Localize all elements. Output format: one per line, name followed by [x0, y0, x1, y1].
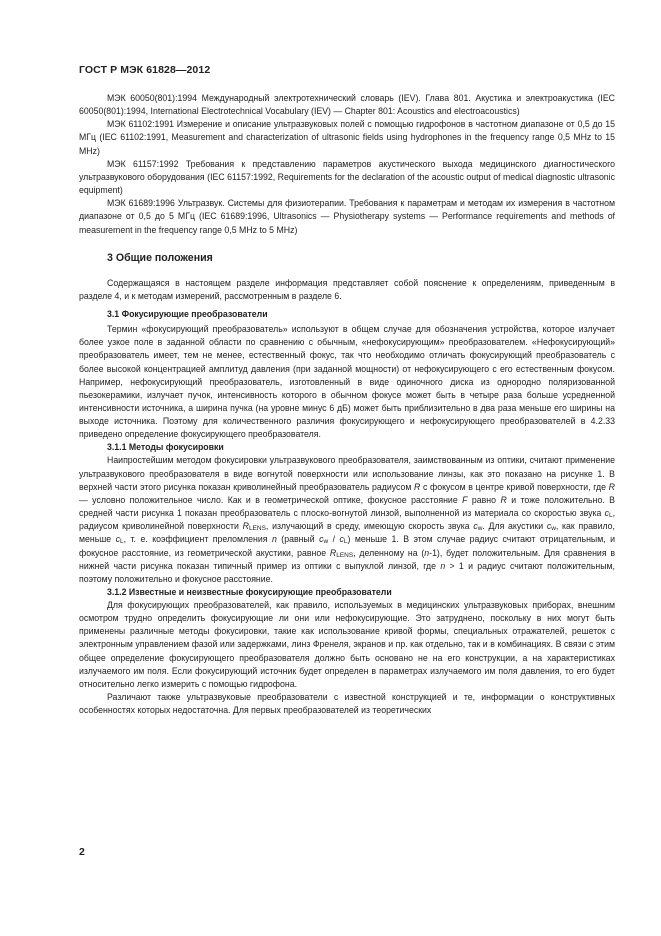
section-3-intro: Содержащаяся в настоящем разделе информация представляет собой пояснение к определениям, приведенным в разделе 4, и к методам измерений, рассмотренным в разделе 6.	[79, 277, 615, 301]
section-3-1-text: Термин «фокусирующий преобразователь» используют в общем случае для обозначения устройства, которое излучает более узкое поле в заданной области по сравнению с обычным, «нефокусирующим» преобразователем. «Нефокусирующий» преобразователь имеет, тем не менее, естественный фокус, так что необходимо отличать фокусирующий преобразователь с более высокой концентрацией амплитуд давления (при заданной мощности) от нефокусирующего с его естественным фокусом. Например, нефокусирующий преобразователь, изготовленный в виде одиночного диска из однородно поляризованной пьезокерамики, излучает пучок, интенсивность которого в обычном фокусе может быть в четыре раза больше усредненной интенсивности источника, а ширина пучка (на уровне минус 6 дБ) может быть приблизительно в два раза меньше его ширины на выходе источника. Поэтому для количественного различия фокусирующего и нефокусирующего преобразователей в 4.2.33 приведено определение фокусирующего преобразователя.	[79, 324, 615, 440]
section-3-1-heading: 3.1 Фокусирующие преобразователи	[107, 309, 268, 320]
reference-iec-61157: МЭК 61157:1992 Требования к представлению параметров акустического выхода медицинского диагностического ультразвукового оборудования (IEC 61157:1992, Requirements for the declaration of the acoustic output of medical diagnostic ultrasonic equipment)	[79, 158, 615, 196]
reference-iec-60050: МЭК 60050(801):1994 Международный электротехнический словарь (IEV). Глава 801. Акустика и электроакустика (IEC 60050(801):1994, International Electrotechnical Vocabulary (IEV) — Chapter 801: Acoustics and electroacoustics)	[79, 93, 615, 117]
section-3-1-1-text: Наипростейшим методом фокусировки ультразвукового преобразователя, заимствованным из оптики, считают применение ультразвукового преобразователя в виде вогнутой поверхности или использование линзы, как это показано на рисунке 1. В верхней части этого рисунка показан криволинейный преобразователь радиусом R с фокусом в центре кривой поверхности, где R — условно положительное число. Как и в геометрической оптике, фокусное расстояние F равно R и тоже положительно. В средней части рисунка 1 показан преобразователь с плоско-вогнутой линзой, выполненной из материала со скоростью звука $c_L$, радиусом криволинейной поверхности $R_{LENS}$, излучающий в среду, имеющую скорость звука $c_w$. Для акустики $c_w$, как правило, меньше $c_L$, т. е. коэффициент преломления n (равный $c_w / c_L$) меньше 1. В этом случае радиус считают отрицательным, и фокусное расстояние, из геометрической акустики, равное $R_{LENS}$, деленному на (n-1), будет положительным. Для сравнения в нижней части рисунка показан типичный пример из оптики с выпуклой линзой, где n > 1 и радиус считают положительным, поэтому положительно и фокусное расстояние.	[79, 455, 616, 584]
page-number: 2	[79, 846, 85, 858]
section-3-1-2-para-2: Различают также ультразвуковые преобразователи с известной конструкцией и те, информации о конструктивных особенностях которых недостаточна. Для первых преобразователей из теоретических	[79, 692, 615, 716]
section-3-1-1-heading: 3.1.1 Методы фокусировки	[107, 442, 224, 453]
standard-header: ГОСТ Р МЭК 61828—2012	[79, 64, 211, 76]
page-body	[79, 92, 615, 717]
section-3-heading: 3 Общие положения	[107, 251, 213, 264]
section-3-1-2-para-1: Для фокусирующих преобразователей, как правило, используемых в медицинских ультразвуковых приборах, внешним осмотром трудно определить фокусирующие ли они или нефокусирующие. Это затруднено, поскольку в них могут быть применены различные методы фокусировки, такие как использование кривой формы, специальных отражателей, решеток с электронным управлением фазой или задержками, линз Френеля, экранов и пр. как отдельно, так и в комбинациях. В связи с этим общее определение фокусирующего преобразователя должно быть основано не на его конструкции, а на характеристиках излучаемого им поля. Если фокусирующий источник будет определен в параметрах излучаемого им поля давления, то его будет относительно легко измерить с помощью гидрофона.	[79, 600, 615, 689]
reference-iec-61102: МЭК 61102:1991 Измерение и описание ультразвуковых полей с помощью гидрофонов в частотном диапазоне от 0,5 до 15 МГц (IEC 61102:1991, Measurement and characterization of ultrasonic fields using hydrophones in the frequency range 0,5 MHz to 15 MHz)	[79, 119, 615, 156]
reference-iec-61689: МЭК 61689:1996 Ультразвук. Системы для физиотерапии. Требования к параметрам и методам их измерения в частотном диапазоне от 0,5 до 5 МГц (IEC 61689:1996, Ultrasonics — Physiotherapy systems — Performance requirements and methods of measurement in the frequency range 0,5 MHz to 5 MHz)	[79, 198, 615, 235]
section-3-1-2-heading: 3.1.2 Известные и неизвестные фокусирующие преобразователи	[107, 587, 392, 597]
